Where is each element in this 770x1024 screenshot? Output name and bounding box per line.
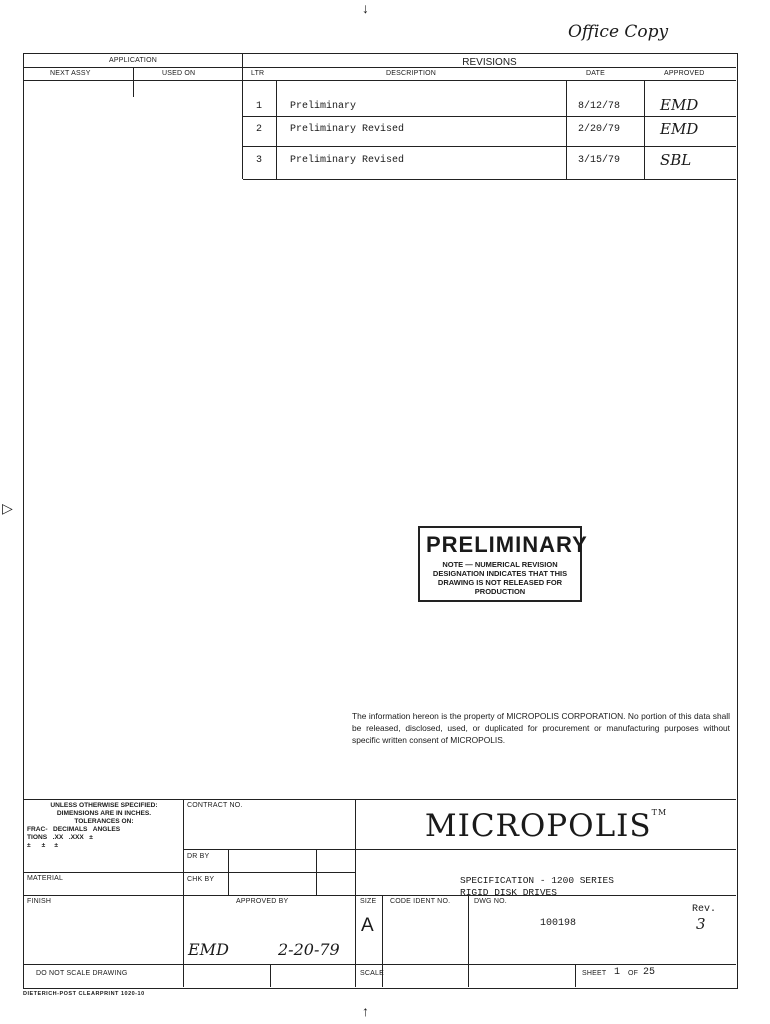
rev-row-1-date: 8/12/78 <box>578 101 621 112</box>
printer-note: DIETERICH-POST CLEARPRINT 1020-10 <box>23 991 145 997</box>
rev-row-3-approved: SBL <box>660 151 692 169</box>
rev-row-1-approved: EMD <box>660 96 699 114</box>
dr-by-label: DR BY <box>187 853 210 860</box>
top-center-mark: ↓ <box>362 0 369 16</box>
rev-row-2-desc: Preliminary Revised <box>290 124 405 135</box>
rev-label: Rev. <box>692 904 717 915</box>
left-center-mark: ▷ <box>2 500 13 516</box>
tolerances-block <box>27 802 181 850</box>
spec-title-line-1: SPECIFICATION - 1200 SERIES <box>460 875 614 886</box>
approved-by-label: APPROVED BY <box>236 898 289 905</box>
rev-row-3-date: 3/15/79 <box>578 155 621 166</box>
company-name: MICROPOLIS <box>424 808 652 844</box>
dwg-no-value: 100198 <box>540 918 577 929</box>
tolerance-line-1: UNLESS OTHERWISE SPECIFIED: <box>50 802 158 809</box>
code-ident-label: CODE IDENT NO. <box>390 898 451 905</box>
ltr-header: LTR <box>251 70 265 77</box>
dwg-no-label: DWG NO. <box>474 898 507 905</box>
description-header: DESCRIPTION <box>386 70 437 77</box>
sheet-label: SHEET <box>582 970 607 977</box>
do-not-scale-label: DO NOT SCALE DRAWING <box>36 970 128 977</box>
spec-title-line-2: RIGID DISK DRIVES <box>460 887 557 898</box>
of-label: OF <box>628 970 639 977</box>
approved-header: APPROVED <box>664 70 705 77</box>
rev-row-3-ltr: 3 <box>256 155 263 166</box>
proprietary-notice: The information hereon is the property of MICROPOLIS CORPORATION. No portion of this data shall be released, disclosed, used, or duplicated for procurement or manufacturing purposes without specific written consent of MICROPOLIS. <box>352 711 730 745</box>
rev-row-1-ltr: 1 <box>256 101 263 112</box>
approved-by-signature: EMD <box>188 940 229 959</box>
contract-no-label: CONTRACT NO. <box>187 802 243 809</box>
stamp-title: PRELIMINARY <box>426 532 588 557</box>
sheet-number: 1 <box>614 967 621 978</box>
rev-row-1-desc: Preliminary <box>290 101 357 112</box>
application-title: APPLICATION <box>109 57 157 64</box>
tolerance-line-2: DIMENSIONS ARE IN INCHES. <box>56 810 152 817</box>
scale-label: SCALE <box>360 970 384 977</box>
tolerance-line-3: TOLERANCES ON: <box>74 818 134 825</box>
finish-label: FINISH <box>27 898 52 905</box>
rev-row-2-approved: EMD <box>660 120 699 138</box>
company-logo <box>356 808 736 844</box>
tolerance-line-5: TIONS .XX .XXX ± <box>27 834 93 841</box>
rev-value: 3 <box>696 915 706 933</box>
revisions-title: REVISIONS <box>462 57 517 68</box>
tolerance-line-6: ± ± ± <box>27 842 59 849</box>
preliminary-stamp <box>418 526 588 602</box>
rev-row-2-ltr: 2 <box>256 124 263 135</box>
stamp-note: NOTE — NUMERICAL REVISION DESIGNATION INDICATES THAT THIS DRAWING IS NOT RELEASED FOR PRODUCTION <box>432 560 568 596</box>
date-header: DATE <box>586 70 605 77</box>
next-assy-header: NEXT ASSY <box>50 70 91 77</box>
material-label: MATERIAL <box>27 875 64 882</box>
sheet-total: 25 <box>643 967 656 978</box>
rev-row-3-desc: Preliminary Revised <box>290 155 405 166</box>
chk-by-label: CHK BY <box>187 876 215 883</box>
office-copy-note: Office Copy <box>568 22 669 42</box>
approved-by-date: 2-20-79 <box>278 940 340 959</box>
trademark-mark: TM <box>651 808 668 817</box>
rev-row-2-date: 2/20/79 <box>578 124 621 135</box>
tolerance-line-4: FRAC- DECIMALS ANGLES <box>27 826 121 833</box>
size-value: A <box>361 915 374 936</box>
size-label: SIZE <box>360 898 377 905</box>
bottom-center-mark: ↑ <box>362 1003 369 1019</box>
used-on-header: USED ON <box>162 70 196 77</box>
